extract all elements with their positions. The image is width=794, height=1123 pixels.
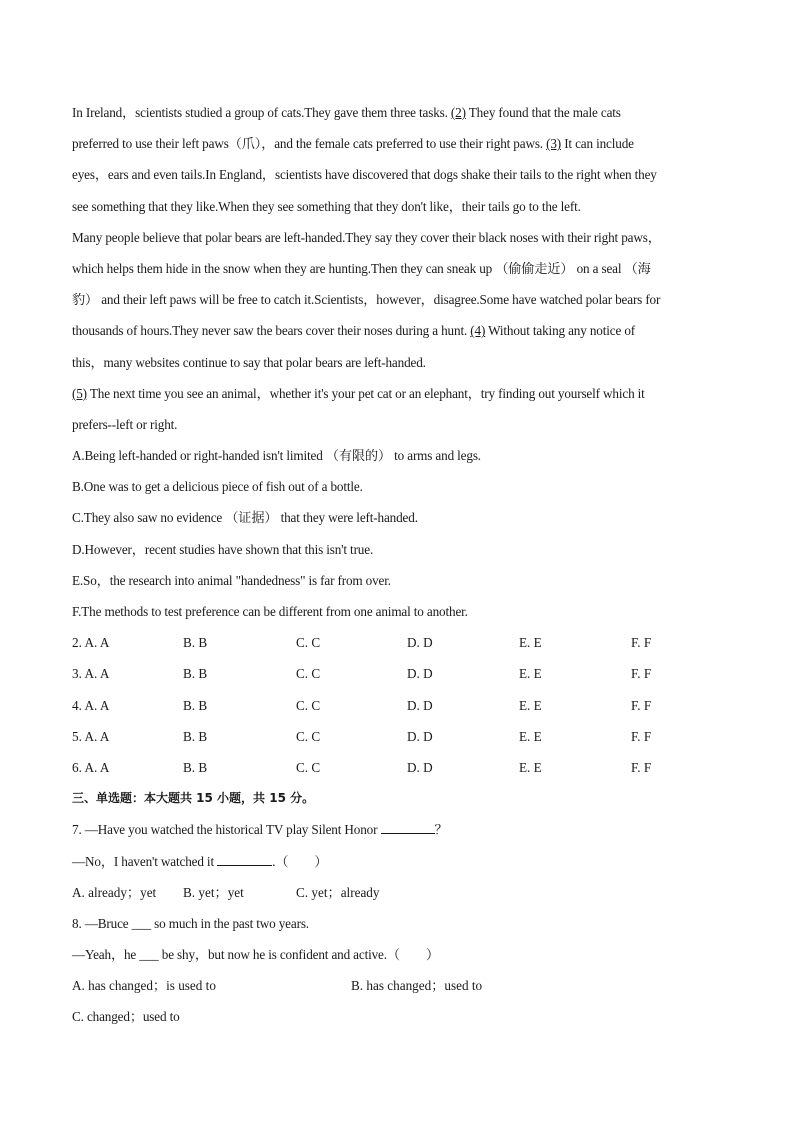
option-row [72,970,722,1001]
answer-option[interactable]: C. C [296,666,321,682]
answer-option[interactable]: F. F [631,697,652,713]
answer-option[interactable]: E. E [519,666,542,682]
question-stem: 7. —Have you watched the historical TV play Silent Honor ？ [72,822,448,838]
passage-line: see something that they like.When they see something that they don't like，their tails go to the left. [72,198,581,214]
answer-option[interactable]: B. B [183,697,208,713]
answer-option[interactable]: D. D [407,666,433,682]
passage-line: prefers--left or right. [72,416,178,432]
answer-blank [381,821,435,834]
answer-option[interactable]: 5. A. A [72,728,110,744]
answer-option[interactable]: B. B [183,635,208,651]
passage-paragraph-3 [72,378,722,440]
passage-paragraph-1 [72,97,722,222]
answer-row [72,721,722,752]
answer-option[interactable]: D. D [407,728,433,744]
answer-option[interactable]: C. C [296,728,321,744]
question-8 [72,908,722,1033]
answer-option[interactable]: B. B [183,666,208,682]
answer-option[interactable]: B. B [183,759,208,775]
option-c[interactable]: C. yet；already [296,884,380,900]
answer-option[interactable]: 2. A. A [72,635,110,651]
answer-option[interactable]: F. F [631,666,652,682]
passage-line: preferred to use their left paws（爪），and the female cats preferred to use their right paws. (3) It can include [72,136,634,152]
blank-marker-5[interactable]: (5) [72,385,87,401]
choice-a: A.Being left-handed or right-handed isn't limited （有限的） to arms and legs. [72,448,481,464]
answer-option[interactable]: 4. A. A [72,697,110,713]
choice-e: E.So，the research into animal "handedness" is far from over. [72,572,391,588]
answer-option[interactable]: F. F [631,759,652,775]
answer-option[interactable]: 3. A. A [72,666,110,682]
choice-b: B.One was to get a delicious piece of fish out of a bottle. [72,479,363,495]
answer-option[interactable]: E. E [519,759,542,775]
passage-line: Many people believe that polar bears are left-handed.They say they cover their black noses with their right paws， [72,229,661,245]
passage-line: thousands of hours.They never saw the bears cover their noses during a hunt. (4) Without taking any notice of [72,323,636,339]
option-c[interactable]: C. changed；used to [72,1009,180,1025]
passage-paragraph-2 [72,222,722,378]
answer-option[interactable]: B. B [183,728,208,744]
blank-marker-4[interactable]: (4) [470,323,486,339]
answer-option[interactable]: F. F [631,728,652,744]
answer-option[interactable]: C. C [296,759,321,775]
option-b[interactable]: B. has changed；used to [351,978,483,994]
answer-row [72,658,722,689]
passage-line: (5) The next time you see an animal，whether it's your pet cat or an elephant，try finding out yourself which it [72,385,645,401]
answer-blank [217,853,272,866]
passage-line: eyes，ears and even tails.In England，scientists have discovered that dogs shake their tails to the right when they [72,167,657,183]
answer-option[interactable]: E. E [519,635,542,651]
question-stem: 8. —Bruce ___ so much in the past two years. [72,915,309,931]
passage-line: 豹） and their left paws will be free to catch it.Scientists，however，disagree.Some have watched polar bears for [72,292,661,308]
blank-marker-2[interactable]: (2) [450,105,466,120]
question-7 [72,814,722,908]
answer-option[interactable]: 6. A. A [72,759,110,775]
answer-row [72,627,722,658]
passage-line: which helps them hide in the snow when they are hunting.Then they can sneak up （偷偷走近） on a seal （海 [72,260,651,276]
answer-grid [72,627,722,783]
document-page [72,97,722,1033]
answer-row [72,690,722,721]
choice-d: D.However，recent studies have shown that this isn't true. [72,541,374,557]
answer-row [72,752,722,783]
option-a[interactable]: A. already；yet [72,884,157,900]
choice-c: C.They also saw no evidence （证据） that they were left-handed. [72,510,418,526]
choice-list [72,440,722,627]
answer-option[interactable]: D. D [407,635,433,651]
choice-f: F.The methods to test preference can be different from one animal to another. [72,604,468,619]
answer-option[interactable]: F. F [631,635,652,651]
option-b[interactable]: B. yet；yet [183,884,244,900]
answer-option[interactable]: C. C [296,697,321,713]
question-reply: —Yeah，he ___ be shy，but now he is confident and active.（ ） [72,947,440,963]
answer-option[interactable]: C. C [296,635,321,651]
option-row [72,877,722,908]
blank-marker-3[interactable]: (3) [546,136,562,152]
passage-line: In Ireland，scientists studied a group of cats.They gave them three tasks. (2) They found that the male cats [72,105,621,120]
option-a[interactable]: A. has changed；is used to [72,978,216,994]
answer-option[interactable]: E. E [519,697,542,713]
answer-option[interactable]: E. E [519,728,542,744]
section-title: 三、单选题：本大题共 15 小题，共 15 分。 [72,791,315,806]
passage-line: this，many websites continue to say that polar bears are left-handed. [72,354,426,370]
question-reply: —No，I haven't watched it .（ ） [72,853,328,869]
answer-option[interactable]: D. D [407,759,433,775]
answer-option[interactable]: D. D [407,697,433,713]
